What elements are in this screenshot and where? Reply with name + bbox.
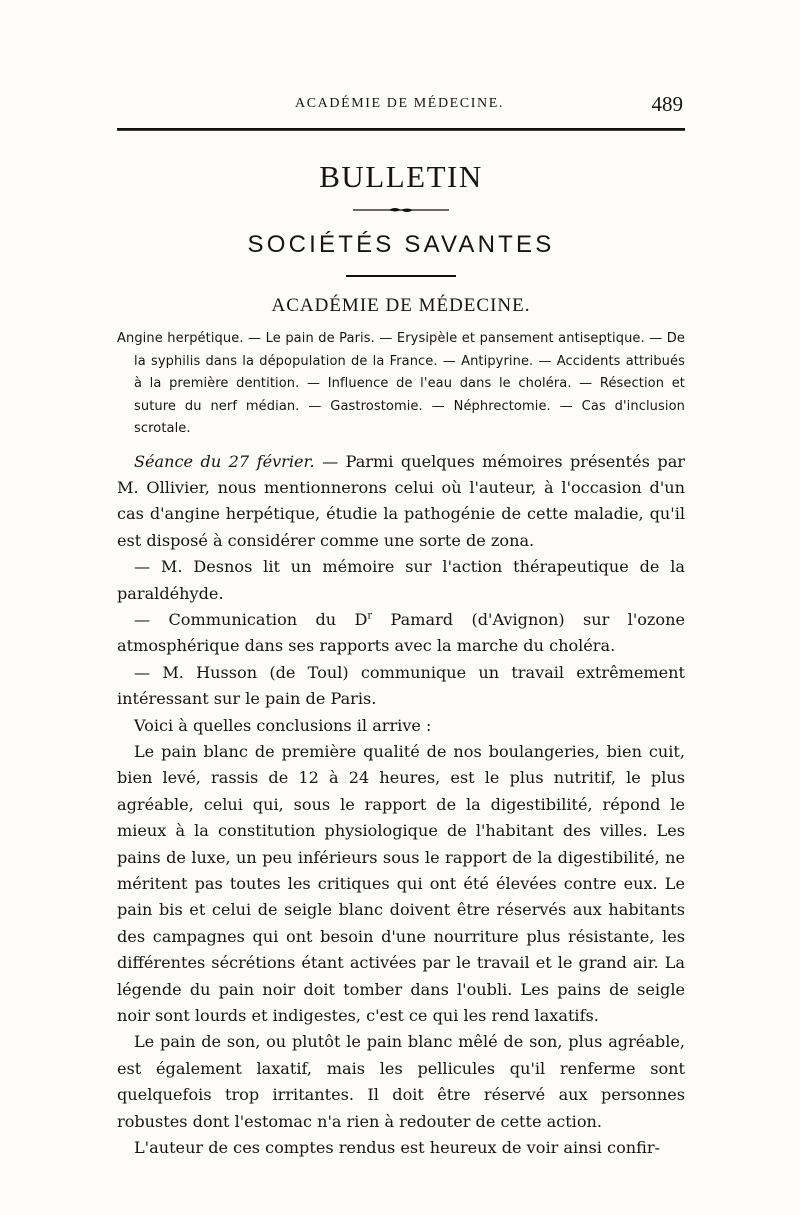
page [117, 92, 685, 1161]
paragraph: — M. Desnos lit un mémoire sur l'action thérapeutique de la paraldéhyde. [117, 557, 685, 603]
session-date: Séance du 27 février. [134, 451, 315, 471]
section-rule [346, 275, 456, 277]
subtitle: SOCIÉTÉS SAVANTES [247, 231, 555, 258]
paragraph-text: — Communication du D [134, 609, 368, 629]
bulletin-title: BULLETIN [319, 159, 483, 194]
paragraph-text: Pamard (d'Avignon) sur l'ozone atmosphérique dans ses rapports avec la marche du choléra. [117, 609, 685, 656]
header-rule [117, 128, 685, 131]
running-head [117, 92, 685, 122]
ornament-divider [353, 206, 449, 214]
paragraph-text: — Parmi quelques mémoires présentés par M. Ollivier, nous mentionnerons celui où l'auteur, à l'occasion d'un cas d'angine herpétique, étudie la pathogénie de cette maladie, qu'il est disposé à considérer comme une sorte de zona. [117, 451, 685, 550]
paragraph: Le pain de son, ou plutôt le pain blanc mêlé de son, plus agréable, est également laxatif, mais les pellicules qu'il renferme sont quelquefois trop irritantes. Il doit être réservé aux personnes robustes dont l'estomac n'a rien à redouter de cette action. [117, 1032, 685, 1131]
paragraph: — M. Husson (de Toul) communique un travail extrêmement intéressant sur le pain de Paris. [117, 662, 685, 709]
page-number: 489 [651, 92, 683, 116]
body-text [117, 449, 685, 1162]
paragraph: Voici à quelles conclusions il arrive : [134, 715, 432, 735]
paragraph [117, 607, 685, 660]
running-title: ACADÉMIE DE MÉDECINE. [295, 96, 504, 111]
superscript: r [367, 610, 373, 622]
paragraph [117, 449, 685, 555]
section-title: ACADÉMIE DE MÉDECINE. [271, 295, 531, 316]
paragraph: Le pain blanc de première qualité de nos boulangeries, bien cuit, bien levé, rassis de 12 à 24 heures, est le plus nutritif, le plus agréable, celui qui, sous le rapport de la digestibilité, répond le mieux à la constitution physiologique de l'habitant des villes. Les pains de luxe, un peu inférieurs sous le rapport de la digestibilité, ne méritent pas toutes les critiques qui ont été élevées contre eux. Le pain bis et celui de seigle blanc doivent être réservés aux habitants des campagnes qui ont besoin d'une nourriture plus résistante, les différentes sécrétions étant activées par le travail et le grand air. La légende du pain noir doit tomber dans l'oubli. Les pains de seigle noir sont lourds et indigestes, c'est ce qui les rend laxatifs. [117, 741, 685, 1026]
summary: Angine herpétique. — Le pain de Paris. — Erysipèle et pansement antiseptique. — De la syphilis dans la dépopulation de la France. — Antipyrine. — Accidents attribués à la première dentition. — Influence de l'eau dans le choléra. — Résection et suture du nerf médian. — Gastrostomie. — Néphrectomie. — Cas d'inclusion scrotale. [117, 331, 685, 436]
paragraph: L'auteur de ces comptes rendus est heureux de voir ainsi confir- [134, 1138, 660, 1158]
